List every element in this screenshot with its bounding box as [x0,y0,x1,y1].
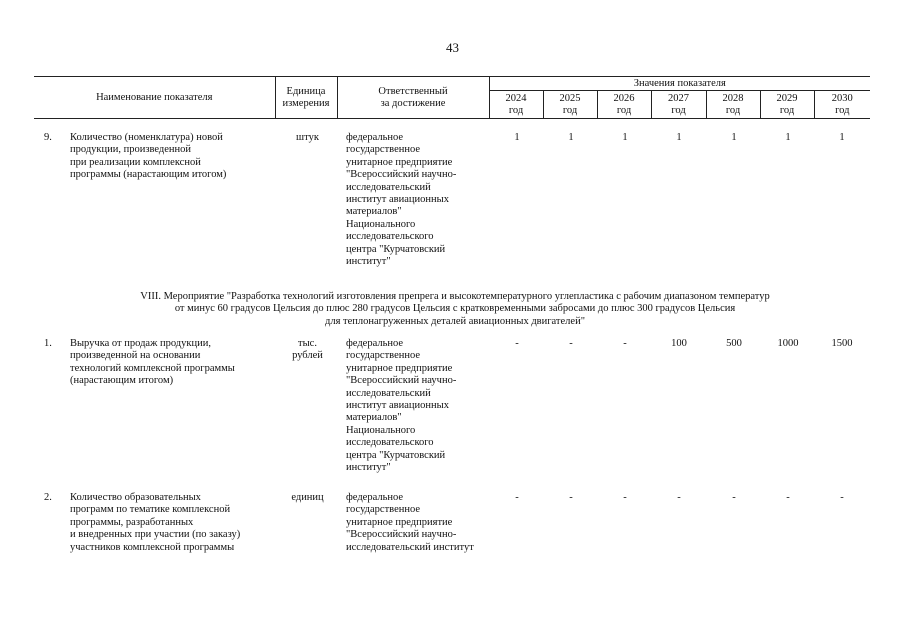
indicator-value: - [677,492,681,503]
indicator-value: - [569,492,573,503]
indicator-name-line: программы, разработанных [70,516,194,528]
responsible-org-line: Национального [346,218,416,230]
responsible-org-line: унитарное предприятие [346,516,453,528]
responsible-org-line: федеральное [346,338,404,349]
indicator-name-line: при реализации комплексной [70,156,201,168]
responsible-org-line: материалов" [346,412,402,424]
indicator-value: - [840,492,844,503]
responsible-org [346,132,486,268]
header-year [706,91,760,119]
section-title [60,291,850,328]
responsible-org-line: унитарное предприятие [346,156,453,168]
indicator-name [70,492,270,554]
row-number: 9. [44,132,52,143]
header-unit-column [275,77,337,119]
measure-unit [280,338,335,363]
measure-unit [280,132,335,144]
section-title-line: от минус 60 градусов Цельсия до плюс 280 градусов Цельсия с кратковременными забросами до плюс 300 градусов Цельсия [174,303,736,315]
measure-unit-line: рублей [292,350,323,362]
section-title-line: для теплонагруженных деталей авиационных двигателей" [325,315,585,327]
indicator-name-line: Количество (номенклатура) новой [70,132,223,143]
indicator-value: 1 [514,132,520,143]
indicator-name [70,338,270,388]
responsible-org-line: исследовательский институт [346,541,474,553]
responsible-org-line: "Всероссийский научно- [346,169,457,181]
responsible-org-line: исследовательского [346,437,434,449]
measure-unit-line: штук [296,132,319,143]
indicator-value: 100 [671,338,687,349]
header-unit-line: измерения [282,97,330,109]
year-word: год [671,104,686,116]
indicator-value: - [786,492,790,503]
measure-unit-line: единиц [291,492,324,503]
indicator-value: 1 [622,132,628,143]
responsible-org-line: институт" [346,256,391,268]
header-responsible-line: за достижение [380,97,446,109]
section-title-line: VIII. Мероприятие "Разработка технологий изготовления препрега и высокотемпературного углепластика с рабочим диапазоном температур [140,291,770,302]
responsible-org-line: исследовательский [346,387,431,399]
responsible-org-line: федеральное [346,132,404,143]
year-label: 2025 [559,93,581,104]
year-label: 2029 [776,93,798,104]
responsible-org-line: государственное [346,350,421,362]
indicator-value: 1 [731,132,737,143]
indicator-value: 1 [676,132,682,143]
indicator-value: - [515,492,519,503]
year-word: год [562,104,578,116]
year-word: год [779,104,795,116]
responsible-org [346,492,486,554]
year-label: 2028 [722,93,744,104]
indicator-value: - [623,492,627,503]
year-word: год [725,104,741,116]
row-number: 2. [44,492,52,503]
responsible-org-line: центра "Курчатовский [346,449,446,461]
indicator-value: 1000 [777,338,799,349]
header-unit-line: Единица [286,86,326,97]
responsible-org-line: материалов" [346,206,402,218]
year-label: 2027 [668,93,689,104]
header-year [489,91,543,119]
responsible-org-line: Национального [346,424,416,436]
indicator-name-line: Количество образовательных [70,492,201,503]
year-label: 2026 [613,93,635,104]
indicator-name-line: программ по тематике комплексной [70,504,231,516]
header-year [651,91,706,119]
responsible-org-line: исследовательский [346,181,431,193]
indicator-value: 1 [785,132,791,143]
responsible-org-line: исследовательского [346,231,434,243]
responsible-org-line: центра "Курчатовский [346,243,446,255]
header-responsible-column [337,77,489,119]
measure-unit [280,492,335,504]
header-responsible-line: Ответственный [378,86,448,97]
row-number: 1. [44,338,52,349]
responsible-org-line: государственное [346,144,421,156]
indicator-value: 1 [839,132,845,143]
page-number: 43 [446,40,459,55]
indicator-value: 1500 [831,338,853,349]
indicator-name-line: продукции, произведенной [70,144,192,156]
header-year [543,91,597,119]
indicator-value: 500 [726,338,742,349]
indicator-name-line: участников комплексной программы [70,541,235,553]
responsible-org [346,338,486,474]
header-name-column: Наименование показателя [34,77,275,119]
indicator-name-line: и внедренных при участии (по заказу) [70,529,241,541]
responsible-org-line: "Всероссийский научно- [346,375,457,387]
header-year [760,91,814,119]
year-word: год [616,104,632,116]
indicator-name-line: произведенной на основании [70,350,201,362]
header-year [597,91,651,119]
measure-unit-line: тыс. [298,338,317,349]
responsible-org-line: унитарное предприятие [346,362,453,374]
responsible-org-line: "Всероссийский научно- [346,529,457,541]
indicator-value: - [732,492,736,503]
year-word: год [508,104,524,116]
indicator-value: - [623,338,627,349]
indicator-name-line: программы (нарастающим итогом) [70,169,227,181]
header-values-column: Значения показателя [489,77,870,91]
year-label: 2030 [831,93,853,104]
responsible-org-line: институт авиационных [346,400,449,412]
indicator-name-line: технологий комплексной программы [70,362,235,374]
indicator-name-line: Выручка от продаж продукции, [70,338,211,349]
indicator-name-line: (нарастающим итогом) [70,375,174,387]
indicator-value: 1 [568,132,574,143]
responsible-org-line: государственное [346,504,421,516]
year-word: год [835,104,850,116]
table-header [34,76,870,119]
indicator-value: - [569,338,573,349]
responsible-org-line: институт" [346,462,391,474]
indicator-value: - [515,338,519,349]
header-year [814,91,870,119]
indicator-name [70,132,270,182]
responsible-org-line: федеральное [346,492,404,503]
year-label: 2024 [505,93,527,104]
responsible-org-line: институт авиационных [346,194,449,206]
